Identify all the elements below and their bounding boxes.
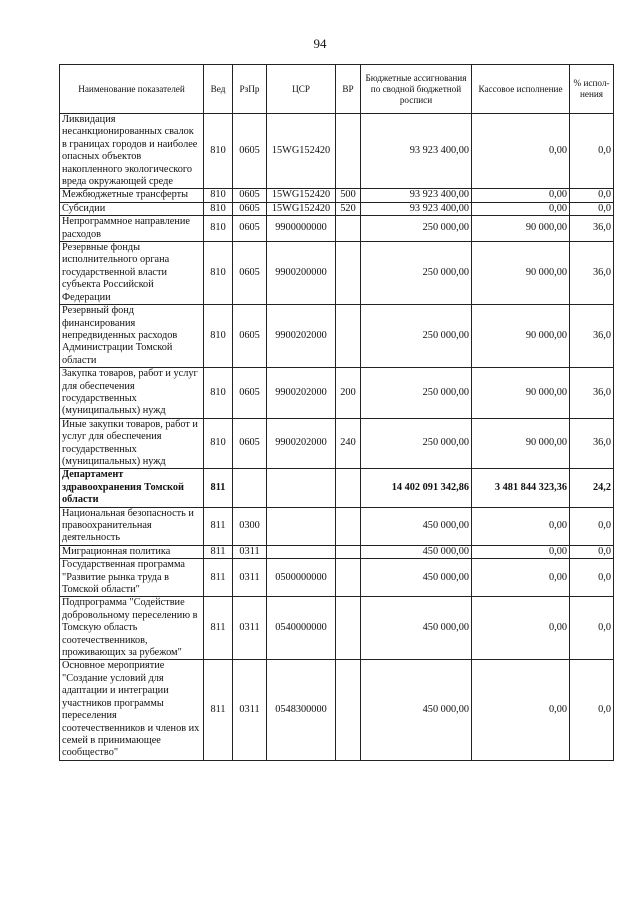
cell-cash: 0,00 [472, 202, 570, 215]
cell-percent: 0,0 [570, 559, 614, 597]
header-name: Наименование показателей [60, 65, 204, 114]
cell-percent: 36,0 [570, 242, 614, 305]
cell-vr: 240 [336, 418, 361, 469]
cell-budget: 250 000,00 [361, 368, 472, 419]
table-row [60, 202, 614, 215]
cell-ved: 810 [204, 368, 233, 419]
cell-csr [267, 469, 336, 507]
cell-ved: 810 [204, 418, 233, 469]
cell-cash: 0,00 [472, 597, 570, 660]
cell-cash: 3 481 844 323,36 [472, 469, 570, 507]
cell-budget: 250 000,00 [361, 305, 472, 368]
cell-ved: 811 [204, 507, 233, 545]
cell-percent: 0,0 [570, 114, 614, 189]
cell-cash: 90 000,00 [472, 216, 570, 242]
cell-percent: 0,0 [570, 597, 614, 660]
cell-ved: 811 [204, 559, 233, 597]
cell-vr [336, 305, 361, 368]
header-percent: % испол-нения [570, 65, 614, 114]
cell-vr [336, 469, 361, 507]
cell-cash: 90 000,00 [472, 305, 570, 368]
cell-rzpr: 0605 [233, 216, 267, 242]
cell-rzpr: 0300 [233, 507, 267, 545]
cell-percent: 36,0 [570, 368, 614, 419]
cell-percent: 0,0 [570, 545, 614, 558]
cell-name: Иные закупки товаров, работ и услуг для обеспечения государственных (муниципальных) нужд [60, 418, 204, 469]
cell-name: Подпрограмма "Содействие добровольному переселению в Томскую область соотечественников, проживающих за рубежом" [60, 597, 204, 660]
cell-ved: 811 [204, 597, 233, 660]
cell-cash: 0,00 [472, 660, 570, 760]
cell-vr [336, 660, 361, 760]
header-ved: Вед [204, 65, 233, 114]
cell-name: Миграционная политика [60, 545, 204, 558]
cell-name: Субсидии [60, 202, 204, 215]
cell-percent: 36,0 [570, 305, 614, 368]
cell-budget: 450 000,00 [361, 660, 472, 760]
cell-csr: 0540000000 [267, 597, 336, 660]
cell-csr: 9900200000 [267, 242, 336, 305]
cell-percent: 24,2 [570, 469, 614, 507]
cell-rzpr: 0311 [233, 597, 267, 660]
cell-budget: 250 000,00 [361, 216, 472, 242]
cell-name: Закупка товаров, работ и услуг для обеспечения государственных (муниципальных) нужд [60, 368, 204, 419]
cell-name: Департамент здравоохранения Томской области [60, 469, 204, 507]
cell-name: Резервный фонд финансирования непредвиденных расходов Администрации Томской области [60, 305, 204, 368]
cell-budget: 450 000,00 [361, 545, 472, 558]
cell-budget: 250 000,00 [361, 242, 472, 305]
cell-ved: 811 [204, 660, 233, 760]
cell-percent: 0,0 [570, 189, 614, 202]
cell-csr: 9900202000 [267, 305, 336, 368]
table-row-department [60, 469, 614, 507]
cell-ved: 811 [204, 545, 233, 558]
cell-csr: 0548300000 [267, 660, 336, 760]
table-row [60, 597, 614, 660]
budget-execution-table [59, 64, 614, 761]
header-vr: ВР [336, 65, 361, 114]
cell-csr: 9900202000 [267, 368, 336, 419]
cell-percent: 0,0 [570, 202, 614, 215]
header-budget: Бюджетные ассигнования по сводной бюджетной росписи [361, 65, 472, 114]
cell-vr [336, 216, 361, 242]
cell-cash: 0,00 [472, 189, 570, 202]
cell-rzpr: 0605 [233, 114, 267, 189]
cell-percent: 0,0 [570, 507, 614, 545]
cell-percent: 36,0 [570, 418, 614, 469]
table-row [60, 559, 614, 597]
cell-cash: 0,00 [472, 114, 570, 189]
cell-ved: 810 [204, 242, 233, 305]
cell-rzpr: 0605 [233, 202, 267, 215]
table-row [60, 368, 614, 419]
cell-vr: 200 [336, 368, 361, 419]
table-row [60, 545, 614, 558]
cell-ved: 810 [204, 114, 233, 189]
cell-rzpr: 0311 [233, 559, 267, 597]
cell-vr: 520 [336, 202, 361, 215]
cell-ved: 810 [204, 305, 233, 368]
table-header-row [60, 65, 614, 114]
cell-name: Непрограммное направление расходов [60, 216, 204, 242]
cell-vr [336, 242, 361, 305]
cell-csr: 9900000000 [267, 216, 336, 242]
cell-ved: 811 [204, 469, 233, 507]
table-row [60, 305, 614, 368]
cell-rzpr: 0311 [233, 545, 267, 558]
cell-rzpr: 0605 [233, 305, 267, 368]
cell-rzpr [233, 469, 267, 507]
cell-csr: 15WG152420 [267, 202, 336, 215]
cell-name: Межбюджетные трансферты [60, 189, 204, 202]
table-row [60, 660, 614, 760]
table-row [60, 189, 614, 202]
header-cash: Кассовое исполнение [472, 65, 570, 114]
cell-name: Основное мероприятие "Создание условий для адаптации и интеграции участников программы переселения соотечественников и членов их семей в принимающее сообщество" [60, 660, 204, 760]
cell-vr: 500 [336, 189, 361, 202]
cell-csr [267, 507, 336, 545]
cell-name: Национальная безопасность и правоохранительная деятельность [60, 507, 204, 545]
cell-ved: 810 [204, 216, 233, 242]
cell-csr: 15WG152420 [267, 189, 336, 202]
cell-budget: 93 923 400,00 [361, 189, 472, 202]
cell-budget: 450 000,00 [361, 597, 472, 660]
cell-vr [336, 114, 361, 189]
cell-rzpr: 0605 [233, 189, 267, 202]
cell-cash: 90 000,00 [472, 368, 570, 419]
cell-budget: 93 923 400,00 [361, 114, 472, 189]
cell-vr [336, 507, 361, 545]
cell-percent: 36,0 [570, 216, 614, 242]
cell-budget: 250 000,00 [361, 418, 472, 469]
cell-vr [336, 545, 361, 558]
cell-csr: 9900202000 [267, 418, 336, 469]
cell-rzpr: 0605 [233, 242, 267, 305]
header-rzpr: РзПр [233, 65, 267, 114]
cell-budget: 450 000,00 [361, 559, 472, 597]
cell-budget: 450 000,00 [361, 507, 472, 545]
cell-vr [336, 559, 361, 597]
cell-name: Ликвидация несанкционированных свалок в границах городов и наиболее опасных объектов накопленного экологического вреда окружающей среде [60, 114, 204, 189]
cell-rzpr: 0605 [233, 368, 267, 419]
cell-csr [267, 545, 336, 558]
cell-cash: 90 000,00 [472, 242, 570, 305]
table-row [60, 507, 614, 545]
cell-csr: 0500000000 [267, 559, 336, 597]
cell-rzpr: 0605 [233, 418, 267, 469]
table-row [60, 242, 614, 305]
cell-ved: 810 [204, 202, 233, 215]
cell-cash: 0,00 [472, 559, 570, 597]
table-row [60, 418, 614, 469]
cell-ved: 810 [204, 189, 233, 202]
page-number: 94 [313, 36, 327, 51]
table-row [60, 114, 614, 189]
table-row [60, 216, 614, 242]
cell-name: Государственная программа "Развитие рынка труда в Томской области" [60, 559, 204, 597]
cell-budget: 93 923 400,00 [361, 202, 472, 215]
cell-name: Резервные фонды исполнительного органа государственной власти субъекта Российской Федерации [60, 242, 204, 305]
cell-budget: 14 402 091 342,86 [361, 469, 472, 507]
cell-rzpr: 0311 [233, 660, 267, 760]
cell-percent: 0,0 [570, 660, 614, 760]
header-csr: ЦСР [267, 65, 336, 114]
cell-cash: 0,00 [472, 507, 570, 545]
cell-cash: 0,00 [472, 545, 570, 558]
cell-vr [336, 597, 361, 660]
cell-csr: 15WG152420 [267, 114, 336, 189]
cell-cash: 90 000,00 [472, 418, 570, 469]
